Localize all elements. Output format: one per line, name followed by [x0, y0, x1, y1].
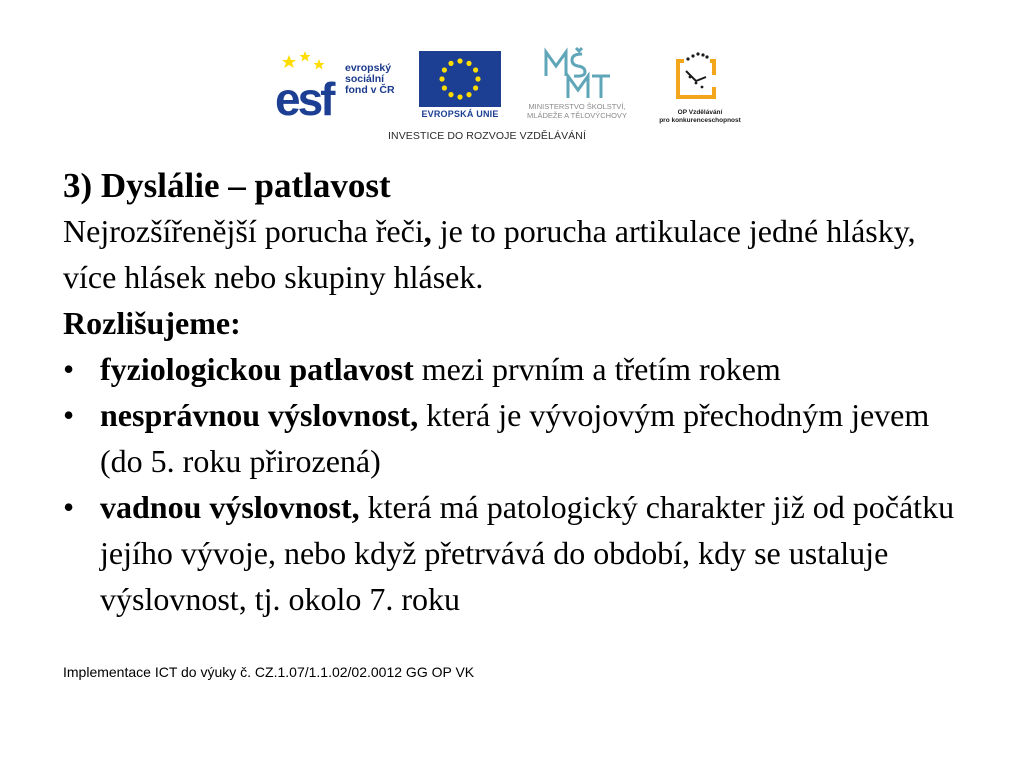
eu-label: EVROPSKÁ UNIE — [421, 109, 499, 119]
bullet-text: která je vývojovým přechodným jevem (do 5. roku přirozená) — [100, 397, 930, 479]
bullet-dot: • — [63, 397, 75, 433]
intro-paragraph — [63, 208, 963, 300]
slide-title: 3) Dyslálie – patlavost — [63, 166, 391, 205]
esf-text-line: evropský — [345, 62, 392, 74]
bullet-item — [63, 346, 963, 392]
bullet-text: která má patologický charakter již od počátku jejího vývoje, nebo když přetrvává do období, kdy se ustaluje výslovnost, tj. okolo 7. roku — [100, 489, 955, 617]
intro-comma: , — [423, 213, 432, 249]
intro-text: Nejrozšířenější porucha řeči — [63, 213, 424, 249]
logo-tagline: INVESTICE DO ROZVOJE VZDĚLÁVÁNÍ — [388, 130, 586, 142]
bullet-item — [63, 392, 963, 484]
msmt-emblem-icon — [506, 46, 648, 102]
bullet-text: mezi prvním a třetím rokem — [413, 351, 781, 387]
bullet-term: nesprávnou výslovnost, — [100, 397, 419, 433]
msmt-logo — [506, 46, 648, 122]
op-text — [652, 109, 748, 125]
esf-emblem-icon — [275, 49, 343, 121]
bullet-term: vadnou výslovnost, — [100, 489, 360, 525]
op-emblem-icon — [652, 47, 748, 107]
bullet-dot: • — [63, 351, 75, 387]
bullet-dot: • — [63, 489, 75, 525]
eu-flag-icon — [419, 51, 501, 107]
msmt-text — [506, 102, 648, 120]
bullet-term: fyziologickou patlavost — [100, 351, 414, 387]
msmt-text-line: MLÁDEŽE A TĚLOVÝCHOVY — [527, 111, 627, 120]
esf-logo-text — [345, 63, 415, 96]
eu-logo — [419, 51, 501, 121]
slide-content — [63, 164, 963, 622]
op-logo — [652, 47, 748, 123]
op-text-line: OP Vzdělávání — [677, 109, 723, 116]
op-text-line: pro konkurenceschopnost — [659, 117, 741, 124]
esf-logo — [275, 49, 410, 121]
esf-text-line: fond v ČR — [345, 84, 395, 96]
bullet-item — [63, 484, 963, 622]
intro-text: je to porucha artikulace jedné hlásky, více hlásek nebo skupiny hlásek. — [63, 213, 916, 295]
msmt-text-line: MINISTERSTVO ŠKOLSTVÍ, — [528, 102, 626, 111]
logo-strip — [270, 44, 760, 148]
subheading: Rozlišujeme: — [63, 305, 241, 341]
esf-text-line: sociální — [345, 73, 385, 85]
bullet-list — [63, 346, 963, 622]
footer-text: Implementace ICT do výuky č. CZ.1.07/1.1.02/02.0012 GG OP VK — [63, 664, 475, 680]
svg-text:esf: esf — [275, 73, 333, 121]
